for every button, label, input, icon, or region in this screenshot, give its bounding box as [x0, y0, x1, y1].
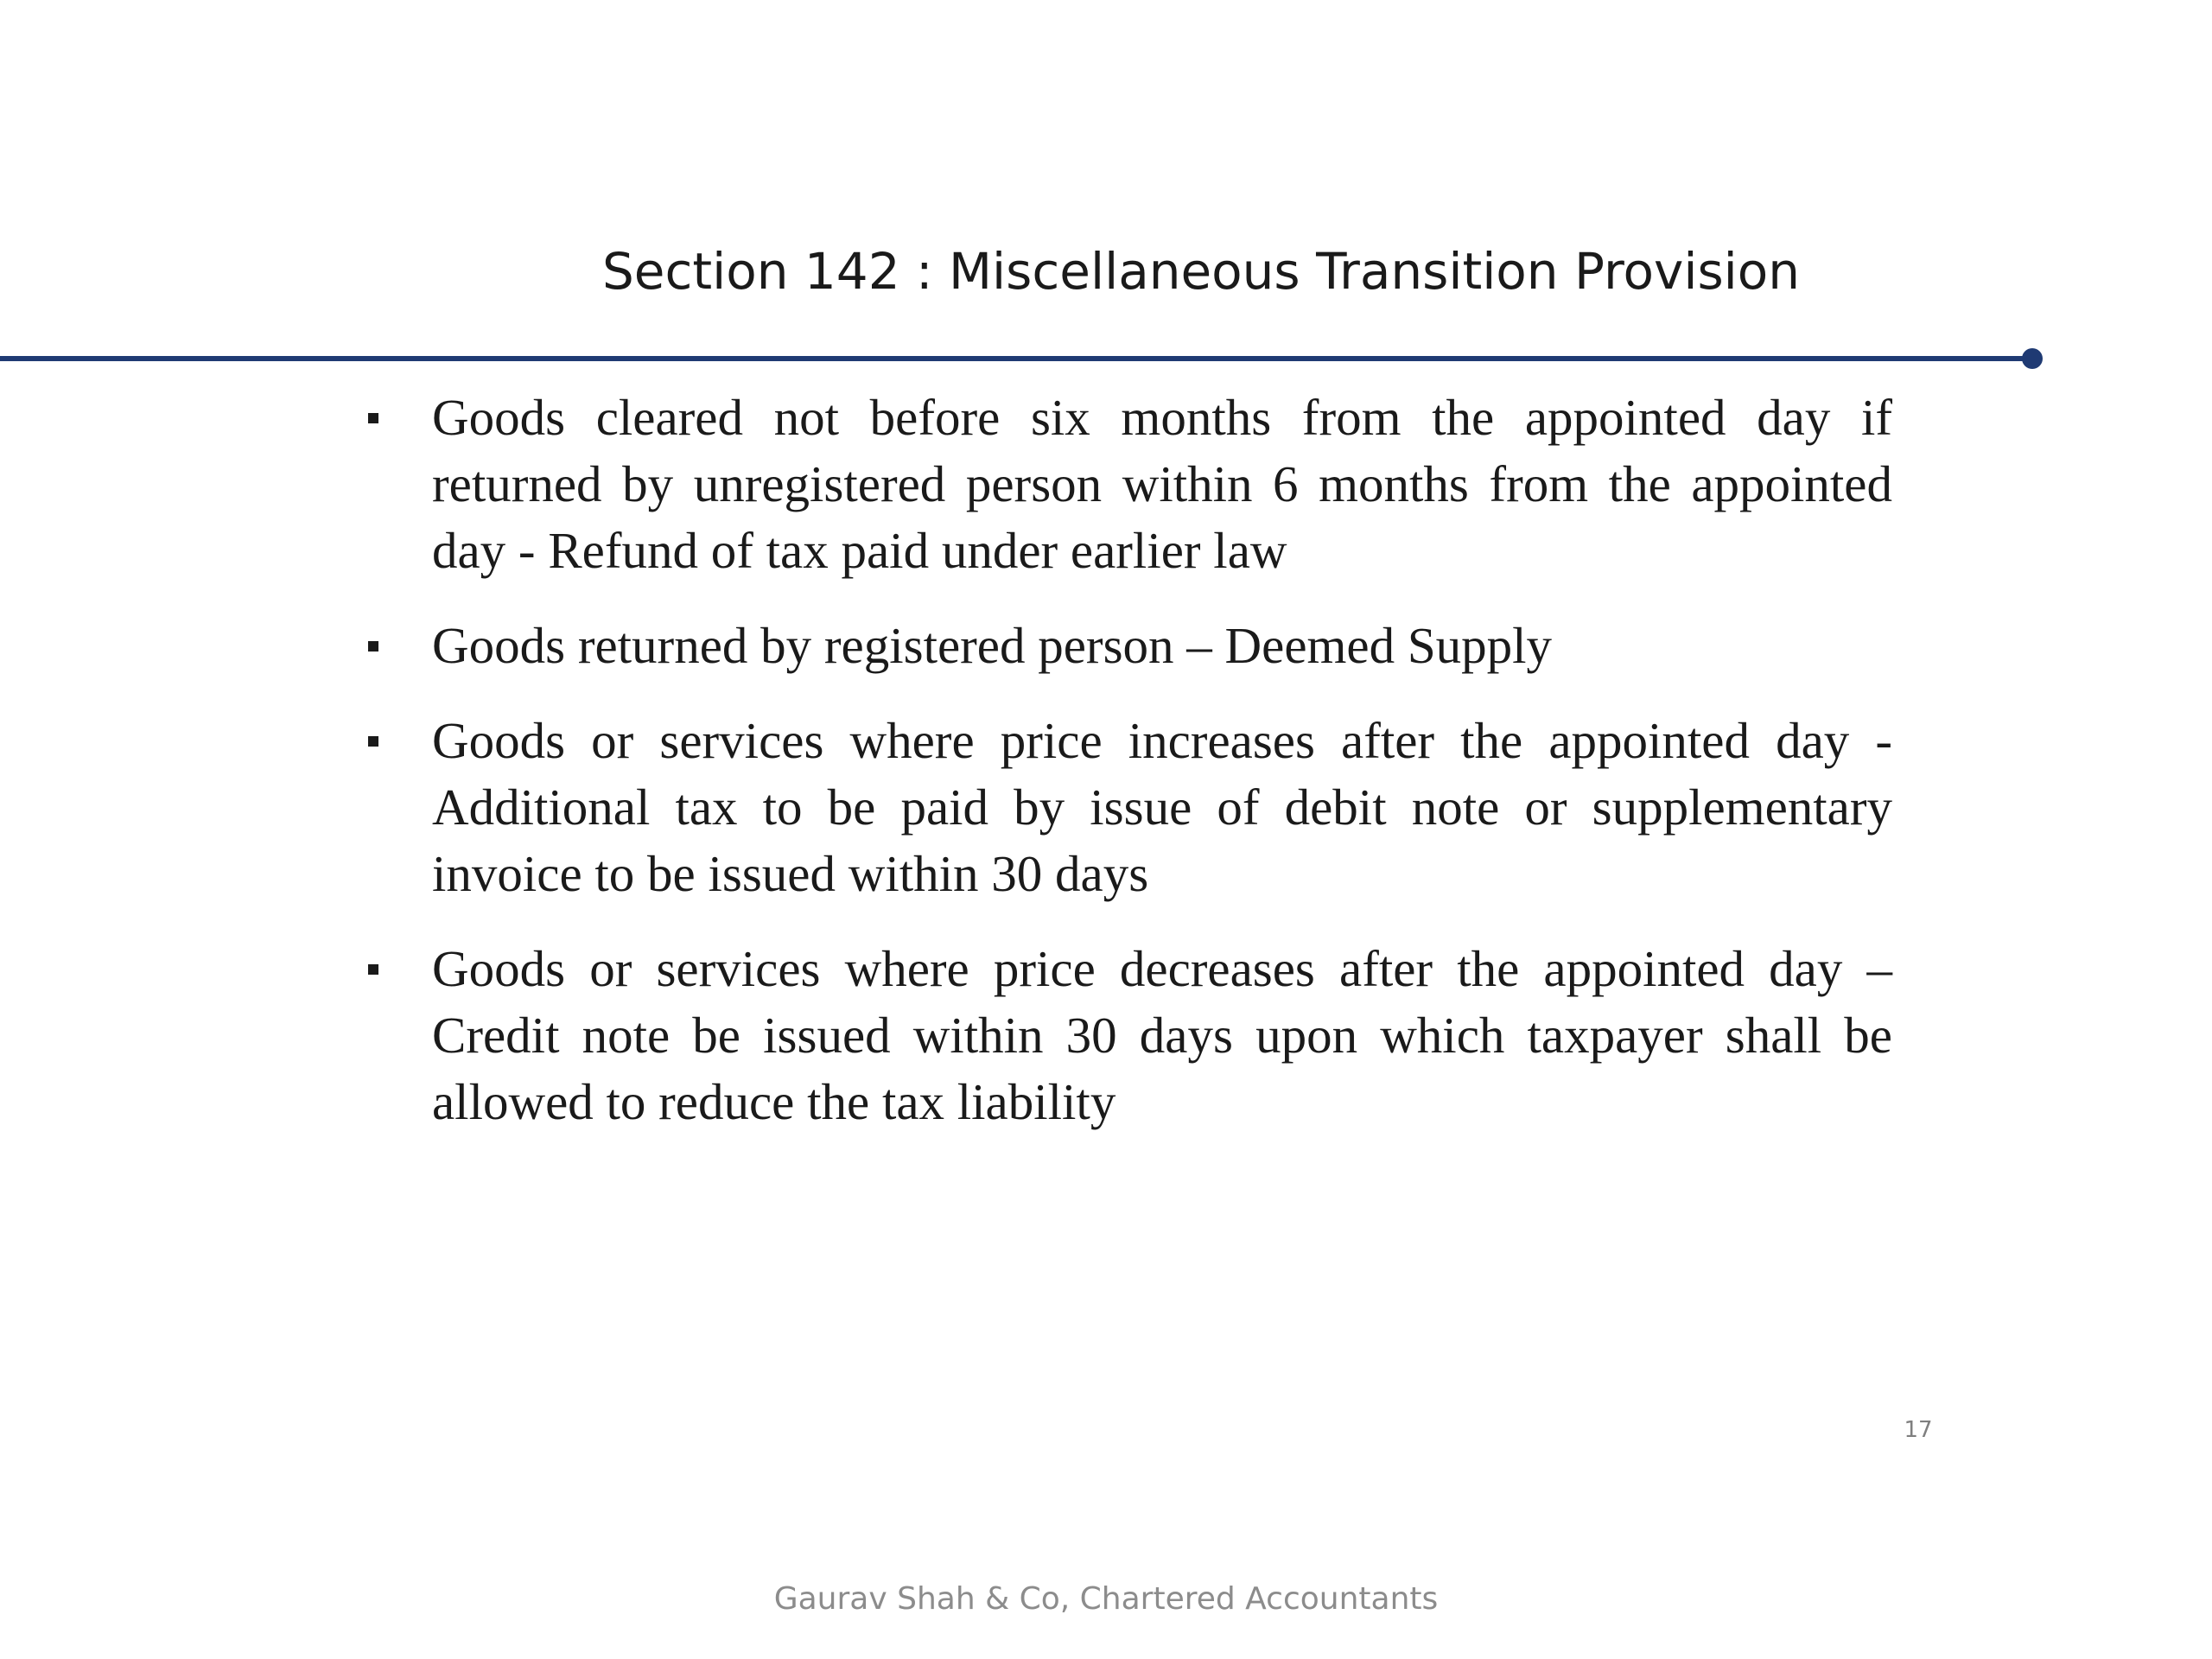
page-number: 17 — [1904, 1417, 1933, 1443]
square-bullet-icon — [368, 641, 378, 652]
bullet-text: Goods or services where price decreases after the appointed day – Credit note be issued within 30 days upon which taxpayer shall be allowed to reduce the tax liability — [432, 940, 1892, 1130]
bullet-text: Goods returned by registered person – Deemed Supply — [432, 617, 1553, 674]
footer-firm-name: Gaurav Shah & Co, Chartered Accountants — [773, 1581, 1439, 1617]
square-bullet-icon — [368, 413, 378, 423]
bullet-item-refund-unregistered — [0, 385, 1892, 584]
bullet-text: Goods cleared not before six months from the appointed day if returned by unregistered person within 6 months from the appointed day - Refund of tax paid under earlier law — [432, 389, 1892, 579]
bullet-item-price-decrease — [0, 936, 1892, 1135]
slide-title: Section 142 : Miscellaneous Transition Provision — [601, 242, 1801, 301]
bullet-list — [0, 385, 2212, 1164]
square-bullet-icon — [368, 964, 378, 975]
bullet-item-price-increase — [0, 708, 1892, 907]
bullet-text: Goods or services where price increases after the appointed day - Additional tax to be paid by issue of debit note or supplementary invoice to be issued within 30 days — [432, 712, 1892, 902]
bullet-item-deemed-supply — [0, 613, 1892, 679]
title-divider-rule — [0, 356, 2032, 361]
title-divider-end-dot — [2022, 348, 2043, 369]
square-bullet-icon — [368, 736, 378, 747]
